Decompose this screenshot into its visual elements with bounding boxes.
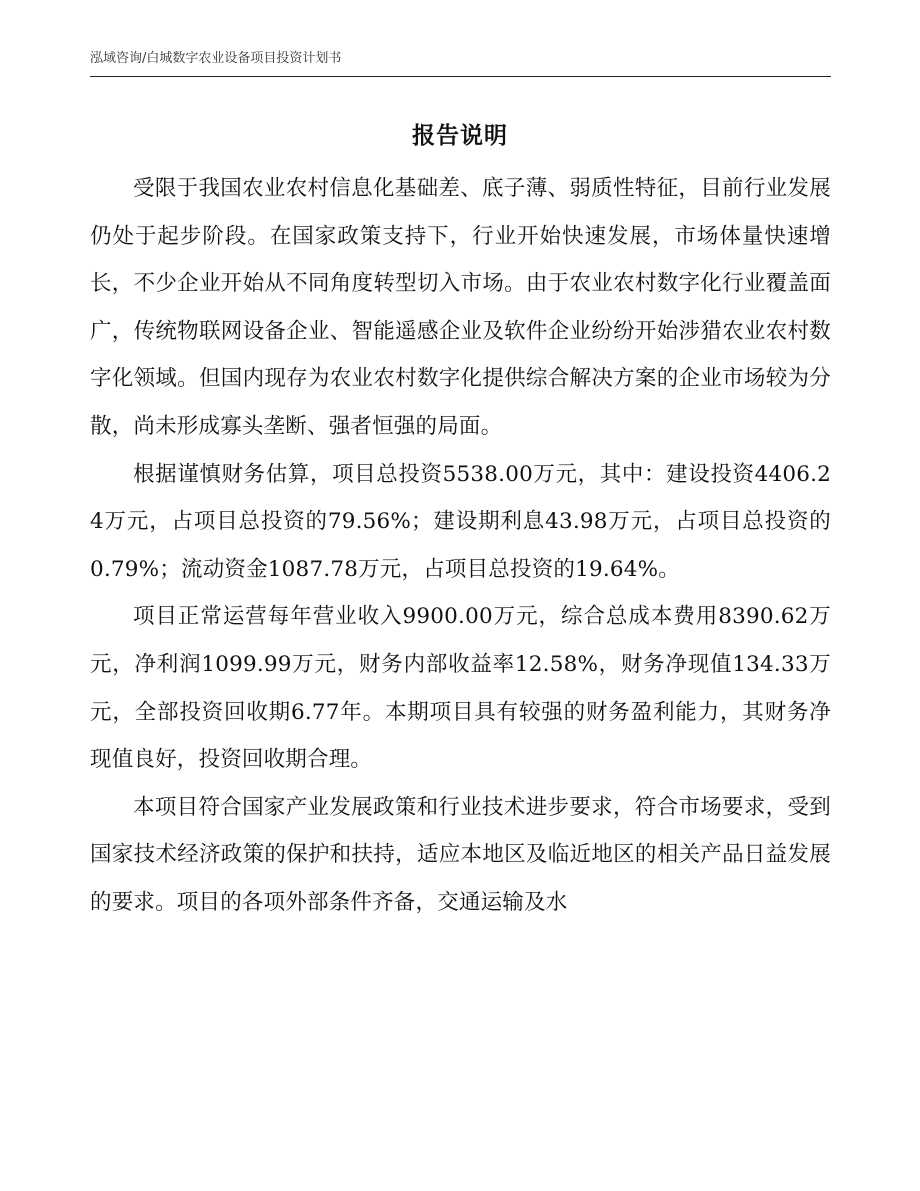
body-text: [90, 165, 831, 927]
section-title: 报告说明: [412, 123, 508, 149]
paragraph-industry-background: 受限于我国农业农村信息化基础差、底子薄、弱质性特征，目前行业发展仍处于起步阶段。在国家政策支持下，行业开始快速发展，市场体量快速增长，不少企业开始从不同角度转型切入市场。由于农业农村数字化行业覆盖面广，传统物联网设备企业、智能遥感企业及软件企业纷纷开始涉猎农业农村数字化领域。但国内现存为农业农村数字化提供综合解决方案的企业市场较为分散，尚未形成寡头垄断、强者恒强的局面。: [90, 176, 831, 439]
paragraph-policy-compliance: 本项目符合国家产业发展政策和行业技术进步要求，符合市场要求，受到国家技术经济政策的保护和扶持，适应本地区及临近地区的相关产品日益发展的要求。项目的各项外部条件齐备，交通运输及水: [90, 794, 831, 915]
header-divider: [90, 76, 831, 77]
paragraph-financial-returns: 项目正常运营每年营业收入9900.00万元，综合总成本费用8390.62万元，净利润1099.99万元，财务内部收益率12.58%，财务净现值134.33万元，全部投资回收期6.77年。本期项目具有较强的财务盈利能力，其财务净现值良好，投资回收期合理。: [90, 604, 831, 773]
running-header: 泓域咨询/白城数字农业设备项目投资计划书: [90, 51, 342, 66]
paragraph-investment-estimate: 根据谨慎财务估算，项目总投资5538.00万元，其中：建设投资4406.24万元，占项目总投资的79.56%；建设期利息43.98万元，占项目总投资的0.79%；流动资金1087.78万元，占项目总投资的19.64%。: [90, 461, 831, 582]
